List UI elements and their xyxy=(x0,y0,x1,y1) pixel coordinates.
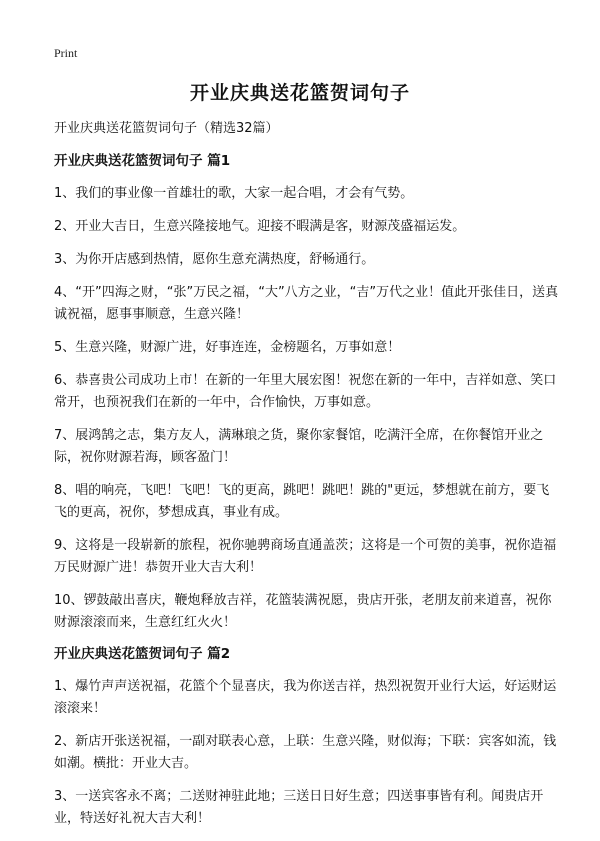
document-title: 开业庆典送花篮贺词句子 xyxy=(189,82,410,104)
section-heading: 开业庆典送花篮贺词句子 篇1 xyxy=(54,153,231,169)
list-item: 4、“开”四海之财，“张”万民之福，“大”八方之业，“吉”万代之业！值此开张佳日，送真诚祝福，愿事事顺意，生意兴隆！ xyxy=(54,285,559,322)
section-2 xyxy=(54,645,560,830)
list-item: 1、我们的事业像一首雄壮的歌，大家一起合唱，才会有气势。 xyxy=(54,186,414,201)
list-item: 8、唱的响亮，飞吧！飞吧！飞的更高，跳吧！跳吧！跳的"更远，梦想就在前方，要飞飞的更高，祝你，梦想成真，事业有成。 xyxy=(54,483,550,520)
list-item: 10、锣鼓敲出喜庆，鞭炮释放吉祥，花篮装满祝愿，贵店开张，老朋友前来道喜，祝你财源滚滚而来，生意红红火火！ xyxy=(54,593,552,630)
document-body xyxy=(54,120,560,841)
list-item: 2、开业大吉日，生意兴隆接地气。迎接不暇满是客，财源茂盛福运发。 xyxy=(54,219,466,234)
section-1 xyxy=(54,152,560,634)
list-item: 5、生意兴隆，财源广进，好事连连，金榜题名，万事如意！ xyxy=(54,340,401,355)
list-item: 2、新店开张送祝福，一副对联表心意，上联：生意兴隆，财似海；下联：宾客如流，钱如潮。横批：开业大吉。 xyxy=(54,734,557,771)
section-heading: 开业庆典送花篮贺词句子 篇2 xyxy=(54,646,231,662)
list-item: 9、这将是一段崭新的旅程，祝你驰骋商场直通盖茨；这将是一个可贺的美事，祝你造福万民财源广进！恭贺开业大吉大利！ xyxy=(54,538,557,575)
list-item: 3、一送宾客永不离；二送财神驻此地；三送日日好生意；四送事事皆有利。闻贵店开业，特送好礼祝大吉大利！ xyxy=(54,789,544,826)
list-item: 7、展鸿鹄之志，集方友人，满琳琅之货，聚你家餐馆，吃满汗全席，在你餐馆开业之际，祝你财源若海，顾客盈门！ xyxy=(54,428,544,465)
list-item: 1、爆竹声声送祝福，花篮个个显喜庆，我为你送吉祥，热烈祝贺开业行大运，好运财运滚滚来！ xyxy=(54,679,557,716)
list-item: 6、恭喜贵公司成功上市！在新的一年里大展宏图！祝您在新的一年中，吉祥如意、笑口常开，也预祝我们在新的一年中，合作愉快，万事如意。 xyxy=(54,373,557,410)
list-item: 3、为你开店感到热情，愿你生意充满热度，舒畅通行。 xyxy=(54,252,375,267)
document-subtitle: 开业庆典送花篮贺词句子（精选32篇） xyxy=(54,121,279,136)
print-label: Print xyxy=(54,46,78,60)
